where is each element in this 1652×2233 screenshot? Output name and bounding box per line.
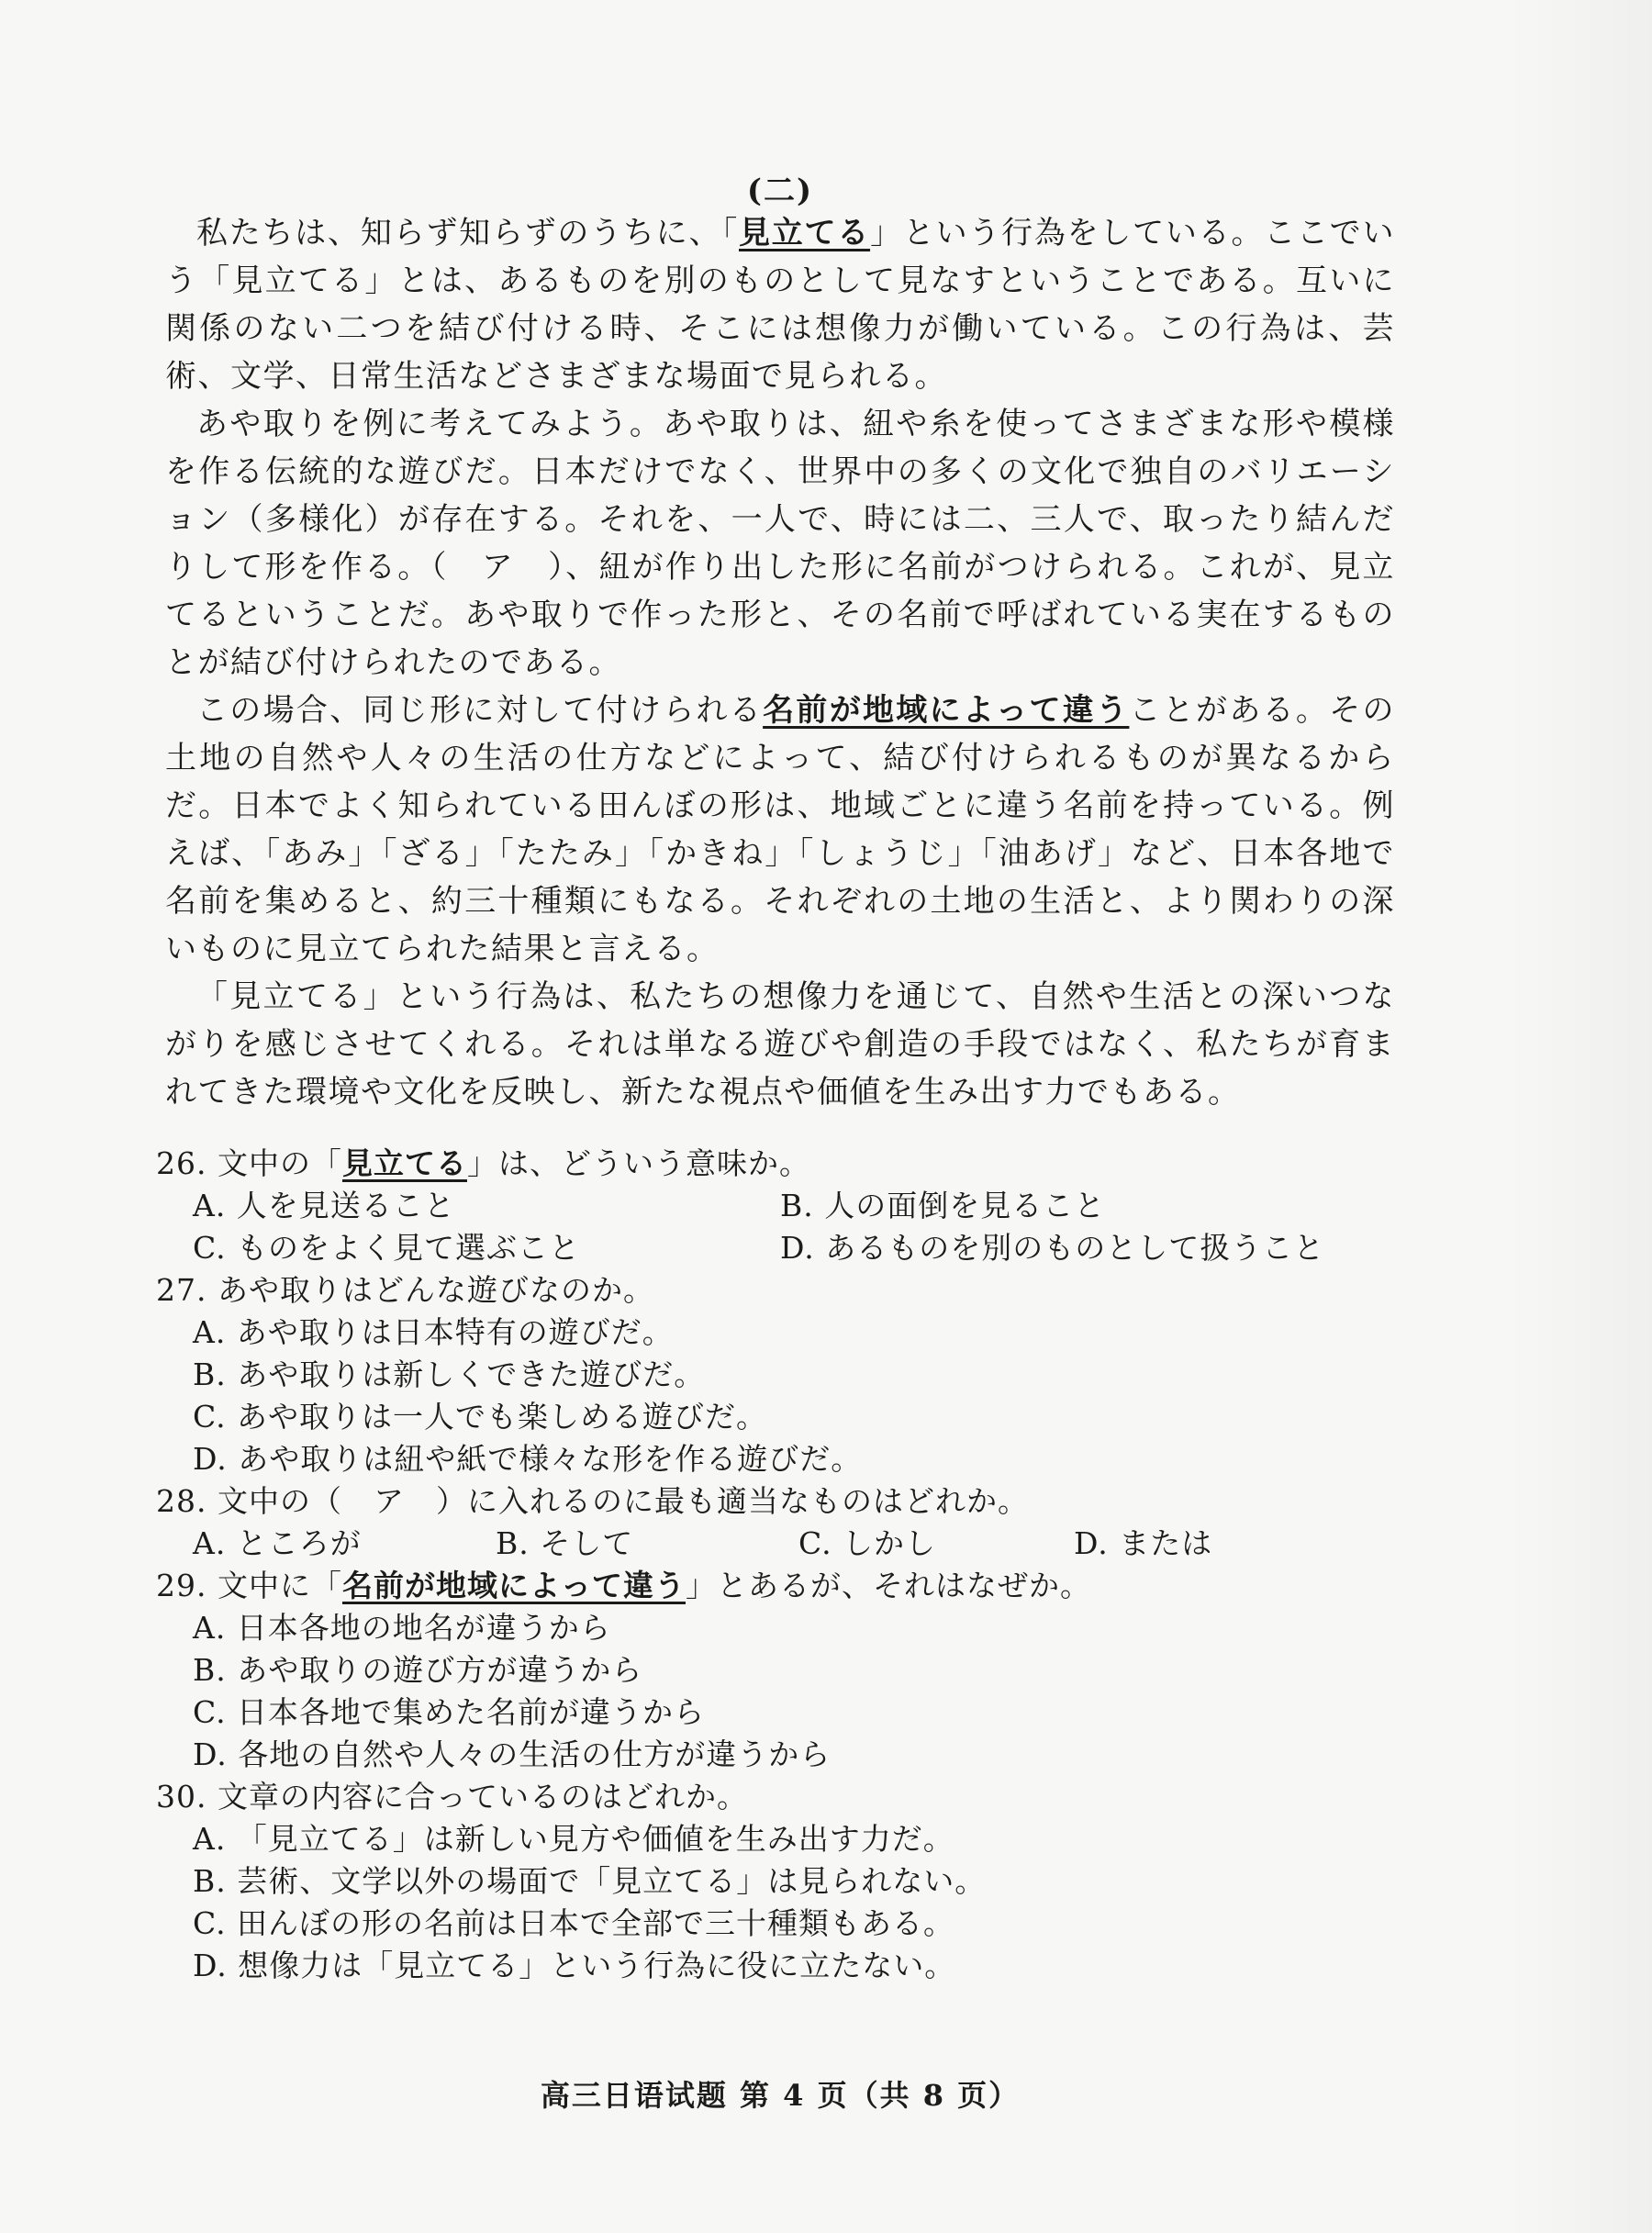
- passage-paragraph-2: あや取りを例に考えてみよう。あや取りは、紐や糸を使ってさまざまな形や模様を作る伝統的な遊びだ。日本だけでなく、世界中の多くの文化で独自のバリエーション（多様化）が存在する。それを、一人で、時には二、三人で、取ったり結んだりして形を作る。（ ア ）、紐が作り出した形に名前がつけられる。これが、見立てるということだ。あや取りで作った形と、その名前で呼ばれている実在するものとが結び付けられたのである。: [165, 406, 1395, 681]
- options: [156, 1312, 1404, 1480]
- options: [156, 1607, 1404, 1776]
- option-b: B. 人の面倒を見ること: [780, 1188, 1106, 1223]
- option-a: A. 日本各地の地名が違うから: [193, 1610, 611, 1646]
- underlined-term-mitateru: 見立てる: [739, 215, 871, 251]
- underlined-term: 見立てる: [341, 1145, 467, 1181]
- option-d: D. あるものを別のものとして扱うこと: [780, 1230, 1325, 1266]
- option-b: B. そして: [496, 1525, 634, 1561]
- option-c: C. 日本各地で集めた名前が違うから: [193, 1694, 706, 1730]
- option-d: D. 想像力は「見立てる」という行為に役に立たない。: [193, 1948, 956, 1983]
- option-c: C. しかし: [798, 1525, 937, 1561]
- question-26: [156, 1143, 1404, 1269]
- question-stem: 30. 文章の内容に合っているのはどれか。: [156, 1779, 748, 1814]
- question-stem: 27. あや取りはどんな遊びなのか。: [156, 1272, 654, 1308]
- question-stem: 26. 文中の「見立てる」は、どういう意味か。: [156, 1145, 810, 1181]
- options: [156, 1818, 1404, 1987]
- option-d: D. または: [1074, 1525, 1213, 1561]
- question-29: [156, 1565, 1404, 1776]
- question-stem: 29. 文中に「名前が地域によって違う」とあるが、それはなぜか。: [156, 1568, 1091, 1603]
- question-list: [156, 1143, 1404, 1987]
- option-b: B. あや取りは新しくできた遊びだ。: [193, 1357, 706, 1392]
- option-c: C. 田んぼの形の名前は日本で全部で三十種類もある。: [193, 1905, 955, 1941]
- option-d: D. 各地の自然や人々の生活の仕方が違うから: [193, 1736, 832, 1772]
- option-c: C. ものをよく見て選ぶこと: [193, 1230, 581, 1266]
- scan-shadow: [1505, 0, 1652, 2233]
- options: [156, 1523, 1404, 1565]
- question-30: [156, 1776, 1404, 1987]
- underlined-phrase: 名前が地域によって違う: [341, 1568, 686, 1603]
- underlined-phrase-names-differ: 名前が地域によって違う: [763, 692, 1130, 729]
- section-title: (二): [746, 173, 814, 209]
- option-a: A. 「見立てる」は新しい見方や価値を生み出す力だ。: [193, 1821, 954, 1857]
- page-footer: 高三日语试题 第 4 页（共 8 页）: [540, 2078, 1021, 2113]
- option-a: A. ところが: [193, 1525, 362, 1561]
- question-27: [156, 1269, 1404, 1480]
- question-stem: 28. 文中の（ ア ）に入れるのに最も適当なものはどれか。: [156, 1483, 1029, 1519]
- reading-passage: [165, 209, 1395, 1116]
- option-b: B. あや取りの遊び方が違うから: [193, 1652, 643, 1688]
- option-a: A. 人を見送ること: [193, 1188, 455, 1223]
- option-b: B. 芸術、文学以外の場面で「見立てる」は見られない。: [193, 1863, 987, 1899]
- passage-paragraph-1: 私たちは、知らず知らずのうちに、「見立てる」という行為をしている。ここでいう「見立てる」とは、あるものを別のものとして見なすということである。互いに関係のない二つを結び付ける時、そこには想像力が働いている。この行為は、芸術、文学、日常生活などさまざまな場面で見られる。: [165, 215, 1396, 395]
- options: [156, 1185, 1404, 1269]
- passage-paragraph-4: 「見立てる」という行為は、私たちの想像力を通じて、自然や生活との深いつながりを感じさせてくれる。それは単なる遊びや創造の手段ではなく、私たちが育まれてきた環境や文化を反映し、新たな視点や価値を生み出す力でもある。: [165, 978, 1395, 1111]
- question-28: [156, 1480, 1404, 1565]
- passage-paragraph-3: この場合、同じ形に対して付けられる名前が地域によって違うことがある。その土地の自然や人々の生活の仕方などによって、結び付けられるものが異なるからだ。日本でよく知られている田んぼの形は、地域ごとに違う名前を持っている。例えば、「あみ」「ざる」「たたみ」「かきね」「しょうじ」「油あげ」など、日本各地で名前を集めると、約三十種類にもなる。それぞれの土地の生活と、より関わりの深いものに見立てられた結果と言える。: [165, 692, 1396, 967]
- option-c: C. あや取りは一人でも楽しめる遊びだ。: [193, 1399, 768, 1435]
- option-d: D. あや取りは紐や紙で様々な形を作る遊びだ。: [193, 1441, 863, 1477]
- option-a: A. あや取りは日本特有の遊びだ。: [193, 1314, 674, 1350]
